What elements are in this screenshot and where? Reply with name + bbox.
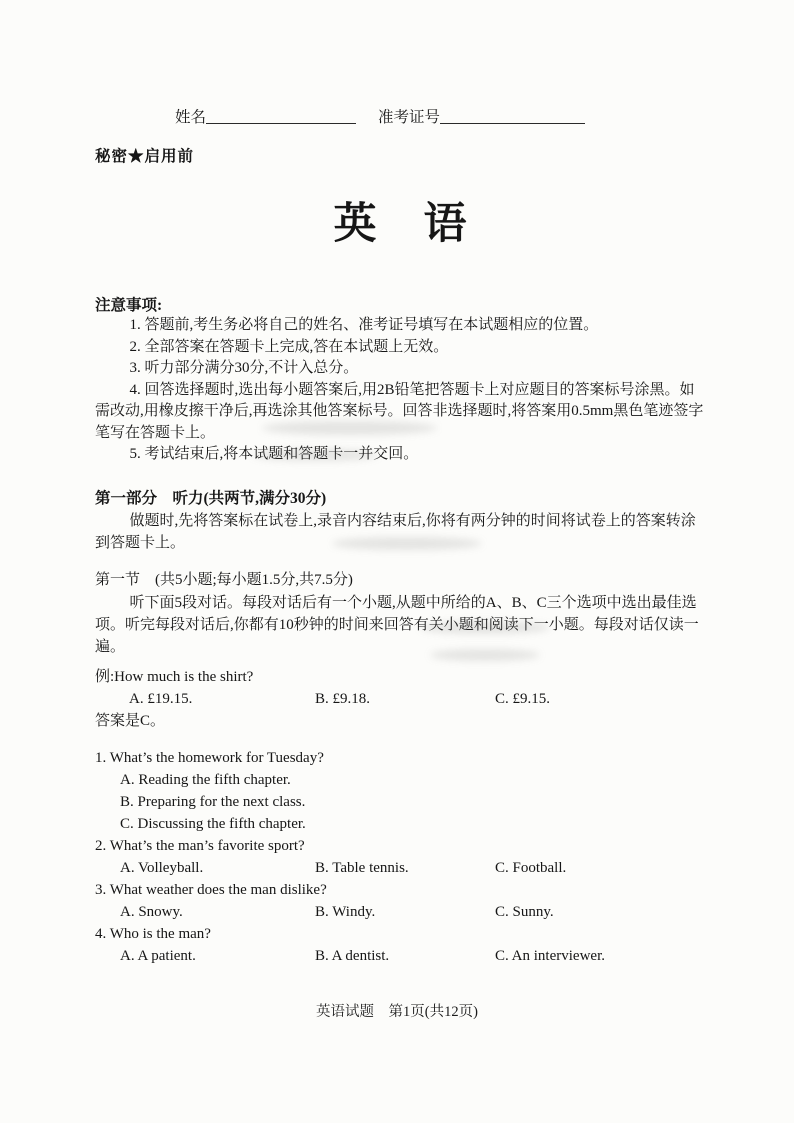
page-content (95, 0, 707, 967)
question-block-3 (95, 879, 707, 923)
question-4-option-a: A. A patient. (120, 947, 196, 964)
secrecy-notice: 秘密★启用前 (95, 148, 195, 165)
question-text: 3. What weather does the man dislike? (95, 881, 327, 898)
question-4-option-b: B. A dentist. (315, 947, 390, 964)
question-4-options-row (95, 945, 707, 967)
example-option-a: A. £19.15. (129, 690, 193, 707)
example-option-b: B. £9.18. (315, 690, 371, 707)
name-blank-line (206, 109, 356, 125)
question-block-2 (95, 835, 707, 879)
question-1-option-a: A. Reading the fifth chapter. (120, 771, 291, 788)
question-block-1 (95, 747, 707, 835)
question-3-option-a: A. Snowy. (120, 903, 183, 920)
example-option-c: C. £9.15. (495, 690, 551, 707)
question-2-option-c: C. Football. (495, 859, 567, 876)
notice-item-2: 2. 全部答案在答题卡上完成,答在本试题上无效。 (129, 338, 449, 355)
question-3-options-row (95, 901, 707, 923)
candidate-info-row (175, 105, 707, 127)
part1-intro: 做题时,先将答案标在试卷上,录音内容结束后,你将有两分钟的时间将试卷上的答案转涂到答题卡上。 (95, 512, 696, 551)
question-text: 1. What’s the homework for Tuesday? (95, 749, 324, 766)
example-question: 例:How much is the shirt? (95, 668, 254, 685)
notices-heading: 注意事项: (95, 297, 163, 314)
question-2-options-row (95, 857, 707, 879)
question-2-option-b: B. Table tennis. (315, 859, 409, 876)
question-text: 2. What’s the man’s favorite sport? (95, 837, 305, 854)
exam-no-blank-line (440, 109, 585, 125)
question-1-option-c: C. Discussing the fifth chapter. (120, 815, 306, 832)
question-2-option-a: A. Volleyball. (120, 859, 204, 876)
question-1-option-b: B. Preparing for the next class. (120, 793, 306, 810)
question-4-option-c: C. An interviewer. (495, 947, 605, 964)
section1-instructions: 听下面5段对话。每段对话后有一个小题,从题中所给的A、B、C三个选项中选出最佳选项。听完每段对话后,你都有10秒钟的时间来回答有关小题和阅读下一小题。每段对话仅读一遍。 (95, 594, 699, 655)
example-answer: 答案是C。 (95, 712, 166, 729)
example-options-row (95, 688, 707, 710)
name-label: 姓名 (175, 109, 207, 126)
notice-item-1: 1. 答题前,考生务必将自己的姓名、准考证号填写在本试题相应的位置。 (129, 317, 599, 333)
notice-item-3: 3. 听力部分满分30分,不计入总分。 (129, 360, 359, 376)
part1-heading: 第一部分 听力(共两节,满分30分) (95, 489, 327, 507)
page-footer: 英语试题 第1页(共12页) (316, 1004, 478, 1020)
question-3-option-c: C. Sunny. (495, 903, 554, 920)
exam-no-label: 准考证号 (378, 109, 441, 126)
question-text: 4. Who is the man? (95, 925, 211, 942)
notice-item-4: 4. 回答选择题时,选出每小题答案后,用2B铅笔把答题卡上对应题目的答案标号涂黑。如需改动,用橡皮擦干净后,再选涂其他答案标号。回答非选择题时,将答案用0.5mm黑色笔迹签字笔写在答题卡上。 (95, 381, 704, 441)
exam-title: 英 语 (333, 201, 469, 248)
notice-item-5: 5. 考试结束后,将本试题和答题卡一并交回。 (129, 446, 419, 462)
section1-heading: 第一节 (共5小题;每小题1.5分,共7.5分) (95, 571, 353, 588)
question-3-option-b: B. Windy. (315, 903, 376, 920)
question-block-4 (95, 923, 707, 967)
